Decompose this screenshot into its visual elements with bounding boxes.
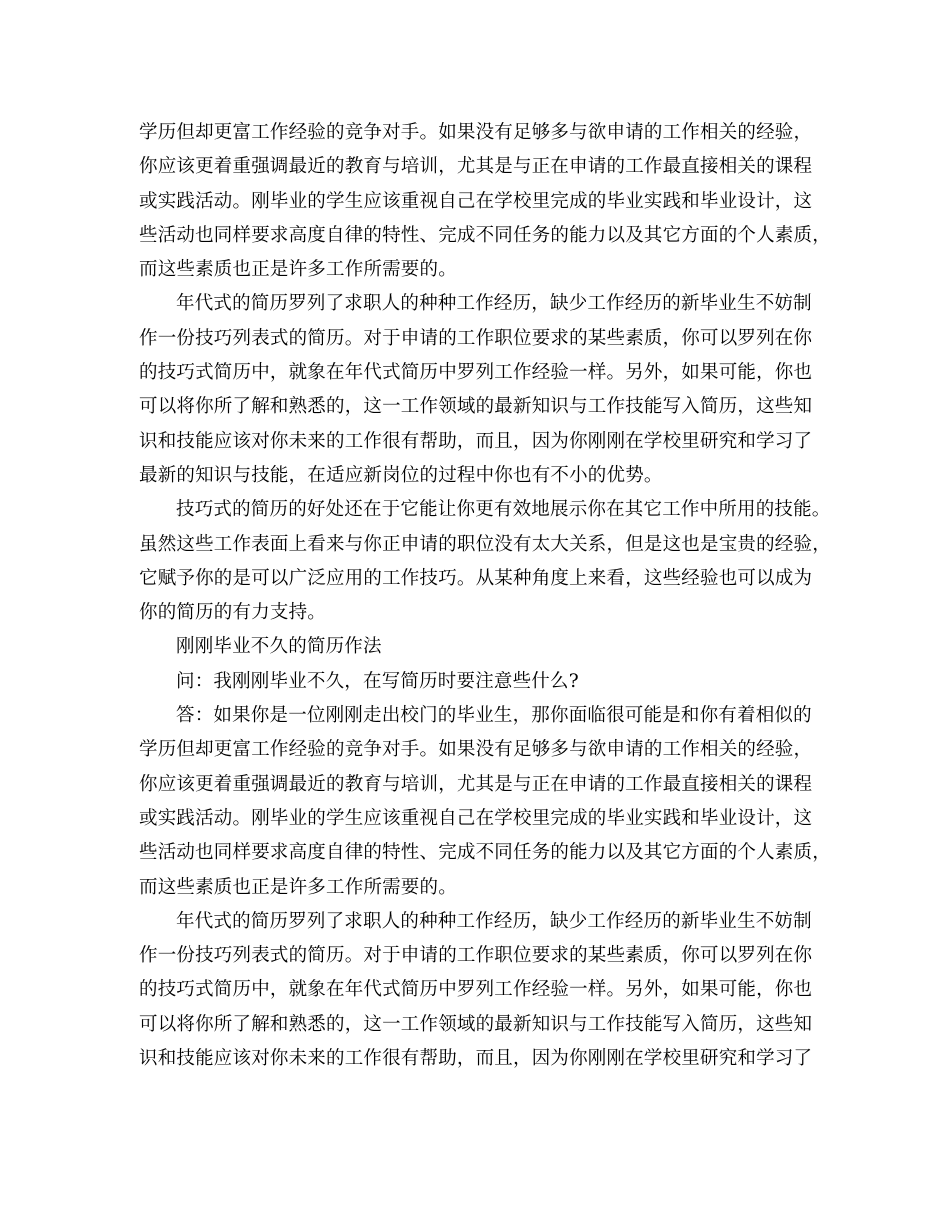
text-line: 学历但却更富工作经验的竞争对手。如果没有足够多与欲申请的工作相关的经验， [139, 122, 813, 143]
text-line: 识和技能应该对你未来的工作很有帮助，而且，因为你刚刚在学校里研究和学习了 [139, 430, 813, 452]
text-line: 或实践活动。刚毕业的学生应该重视自己在学校里完成的毕业实践和毕业设计，这 [139, 807, 813, 829]
text-line: 最新的知识与技能，在适应新岗位的过程中你也有不小的优势。 [139, 464, 663, 486]
text-line: 或实践活动。刚毕业的学生应该重视自己在学校里完成的毕业实践和毕业设计，这 [139, 190, 813, 212]
text-line: 你的简历的有力支持。 [139, 602, 327, 624]
text-line: 你应该更着重强调最近的教育与培训，尤其是与正在申请的工作最直接相关的课程 [139, 156, 813, 178]
text-line: 可以将你所了解和熟悉的，这一工作领域的最新知识与工作技能写入简历，这些知 [139, 396, 813, 418]
text-line: 而这些素质也正是许多工作所需要的。 [139, 259, 457, 281]
body-text [139, 116, 831, 1076]
text-line: 而这些素质也正是许多工作所需要的。 [139, 876, 457, 898]
text-line: 技巧式的简历的好处还在于它能让你更有效地展示你在其它工作中所用的技能。 [176, 499, 831, 521]
text-line: 你应该更着重强调最近的教育与培训，尤其是与正在申请的工作最直接相关的课程 [139, 773, 813, 795]
text-line: 可以将你所了解和熟悉的，这一工作领域的最新知识与工作技能写入简历，这些知 [139, 1013, 813, 1035]
text-line: 识和技能应该对你未来的工作很有帮助，而且，因为你刚刚在学校里研究和学习了 [139, 1048, 813, 1070]
text-line: 答：如果你是一位刚刚走出校门的毕业生，那你面临很可能是和你有着相似的 [176, 705, 812, 727]
text-line: 的技巧式简历中，就象在年代式简历中罗列工作经验一样。另外，如果可能，你也 [139, 362, 813, 384]
text-line: 问：我刚刚毕业不久，在写简历时要注意些什么? [176, 670, 579, 692]
text-line: 些活动也同样要求高度自律的特性、完成不同任务的能力以及其它方面的个人素质， [139, 842, 831, 864]
text-line: 年代式的简历罗列了求职人的种种工作经历，缺少工作经历的新毕业生不妨制 [176, 910, 812, 932]
text-line: 学历但却更富工作经验的竞争对手。如果没有足够多与欲申请的工作相关的经验， [139, 739, 813, 761]
text-line: 些活动也同样要求高度自律的特性、完成不同任务的能力以及其它方面的个人素质， [139, 224, 831, 246]
text-line: 作一份技巧列表式的简历。对于申请的工作职位要求的某些素质，你可以罗列在你 [139, 945, 813, 967]
text-line: 年代式的简历罗列了求职人的种种工作经历，缺少工作经历的新毕业生不妨制 [176, 293, 812, 315]
text-line: 刚刚毕业不久的简历作法 [176, 636, 382, 658]
text-line: 虽然这些工作表面上看来与你正申请的职位没有太大关系，但是这也是宝贵的经验， [139, 533, 831, 555]
text-line: 的技巧式简历中，就象在年代式简历中罗列工作经验一样。另外，如果可能，你也 [139, 979, 813, 1001]
text-line: 它赋予你的是可以广泛应用的工作技巧。从某种角度上来看，这些经验也可以成为 [139, 567, 813, 589]
text-line: 作一份技巧列表式的简历。对于申请的工作职位要求的某些素质，你可以罗列在你 [139, 327, 813, 349]
